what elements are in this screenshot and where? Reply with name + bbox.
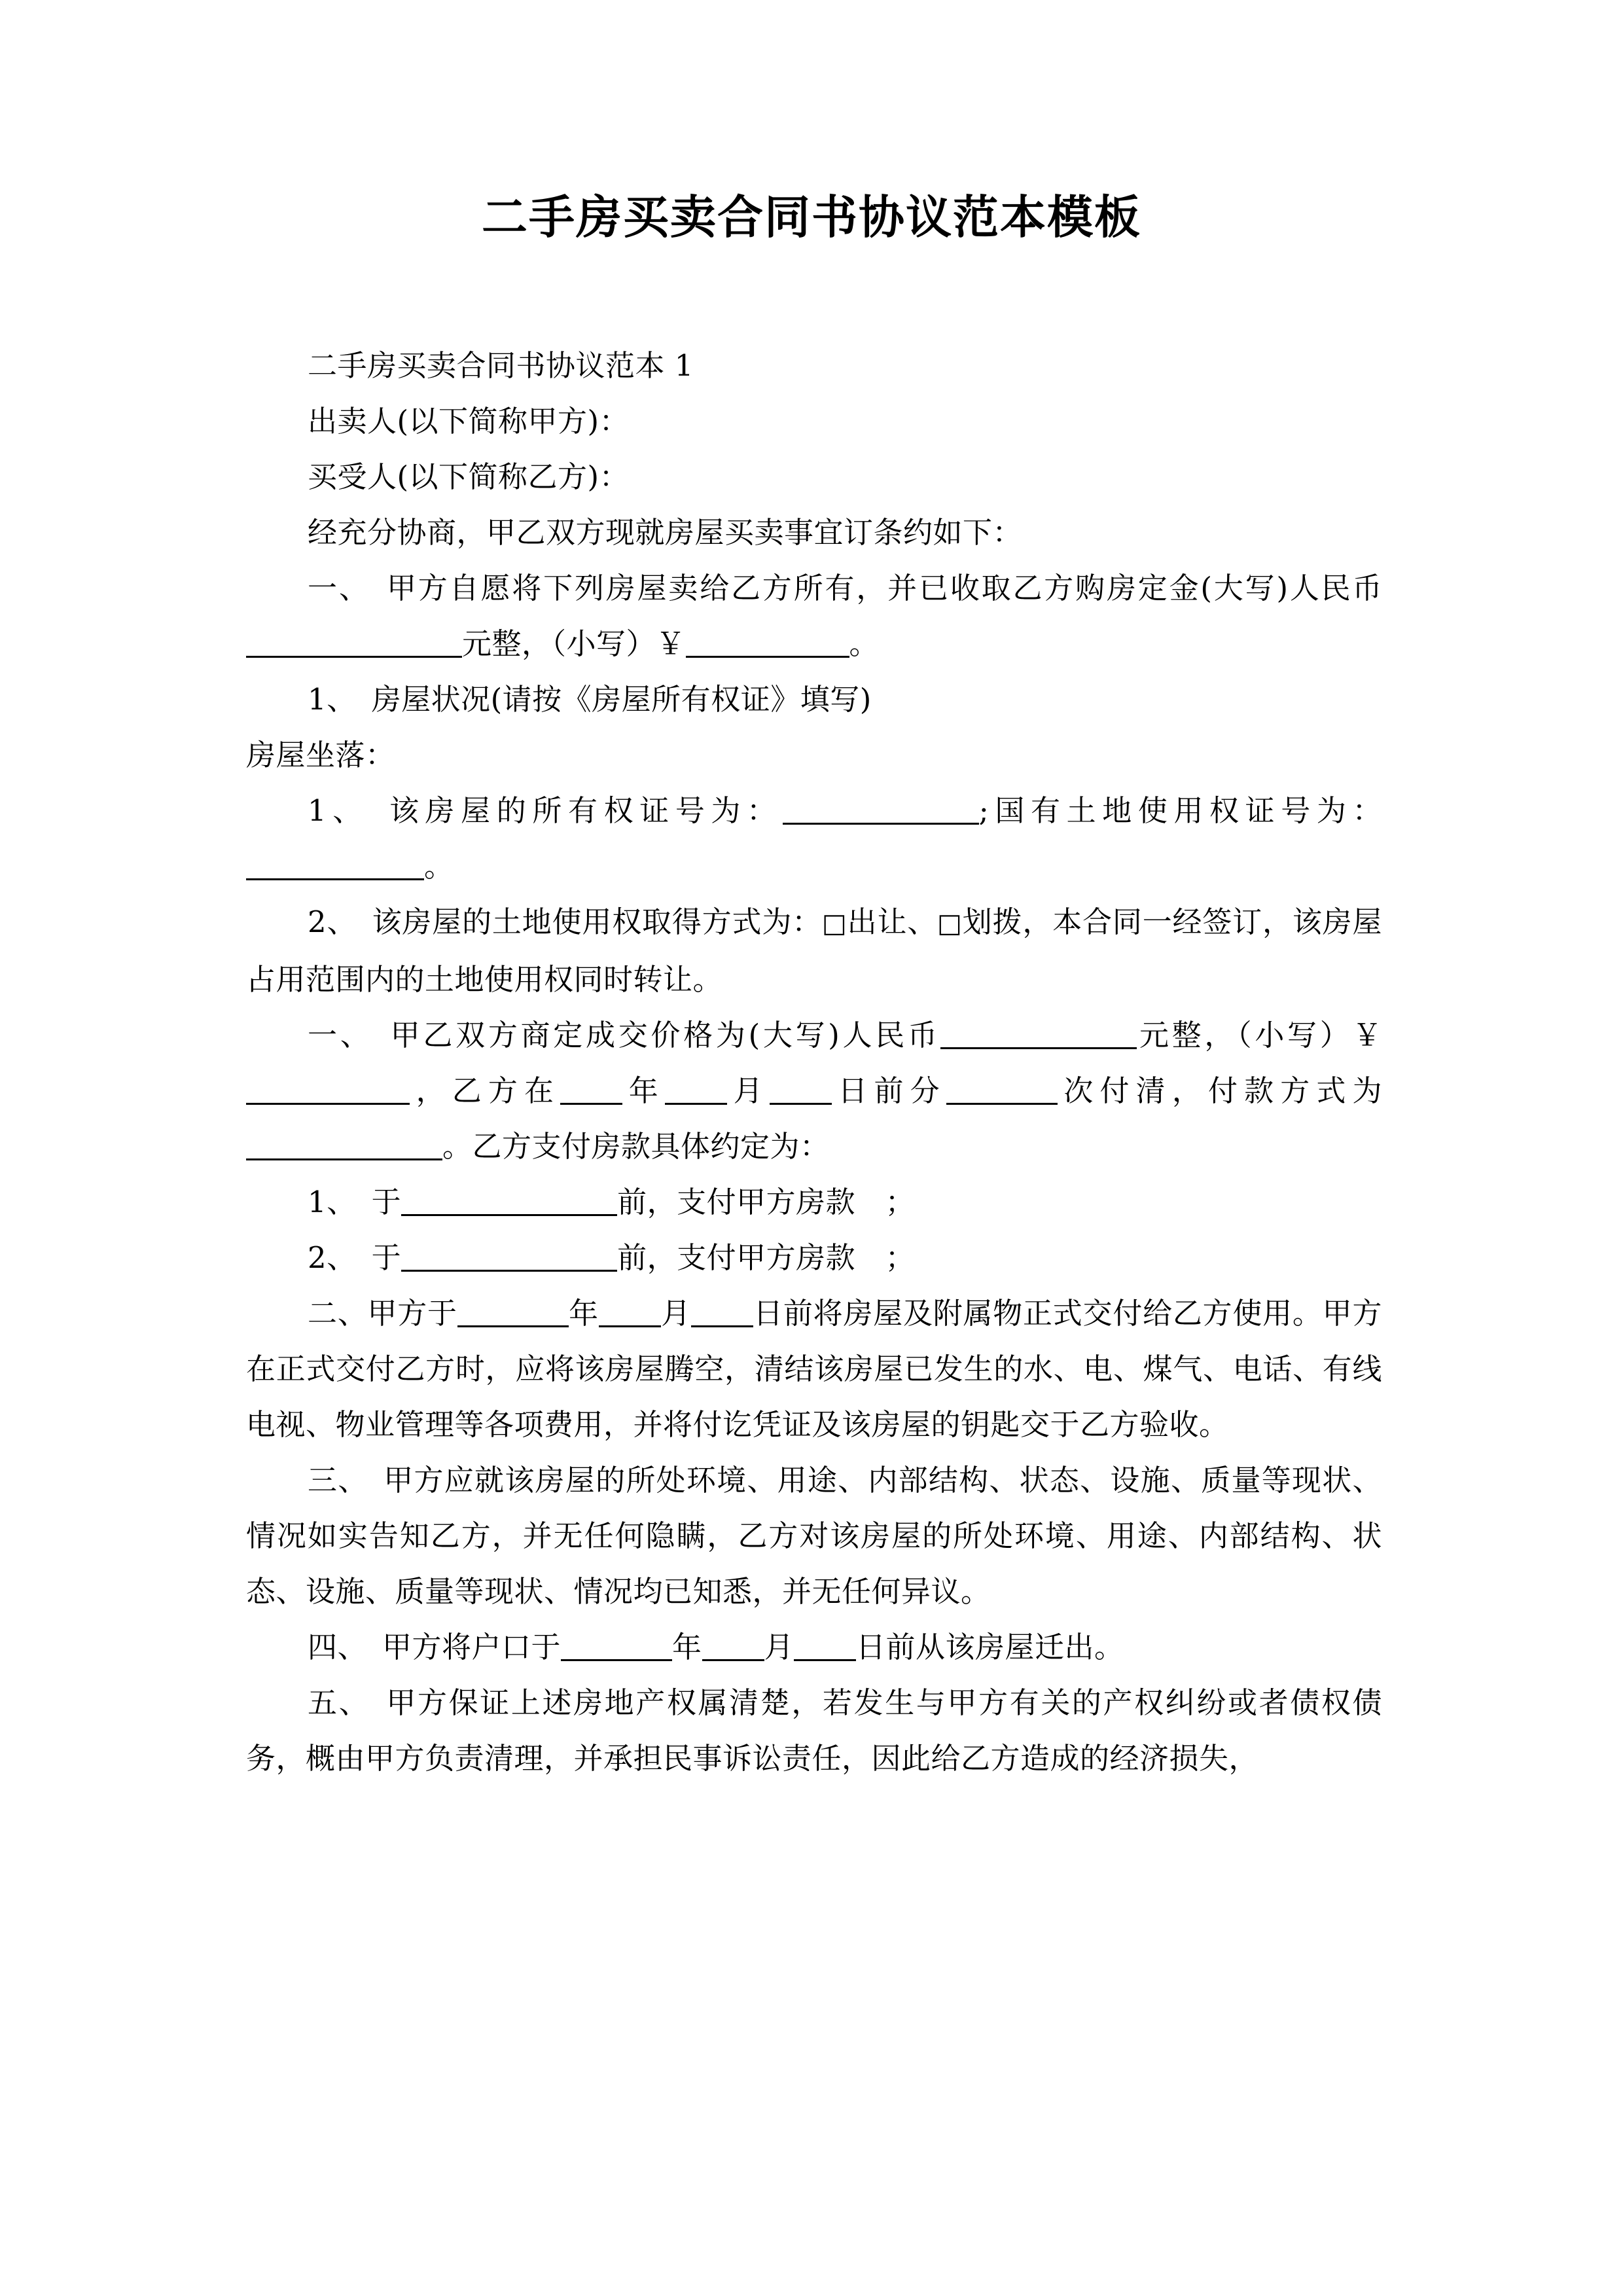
page-title: 二手房买卖合同书协议范本模板 — [482, 190, 1141, 244]
blank-pay-year[interactable] — [560, 1081, 622, 1105]
text-run: 出让、 — [847, 905, 938, 939]
paragraph-ownership-cert — [246, 783, 1382, 894]
paragraph-clause-4-disclosure — [246, 1452, 1382, 1619]
text-run: 月 — [660, 1296, 691, 1331]
blank-ownership-cert-no[interactable] — [783, 800, 979, 825]
paragraph-buyer — [246, 449, 1382, 505]
paragraph-preamble — [246, 505, 1382, 560]
text-run: 买受人(以下简称乙方)： — [308, 459, 630, 494]
blank-price-words[interactable] — [940, 1025, 1137, 1049]
text-run: 1、 房屋状况(请按《房屋所有权证》填写) — [308, 682, 872, 717]
blank-payment-method[interactable] — [246, 1136, 442, 1160]
checkbox-allocation-icon[interactable]: □ — [937, 908, 963, 939]
text-run: 前，支付甲方房款 ； — [617, 1240, 916, 1275]
text-run: 月 — [764, 1630, 794, 1664]
text-run: 前，支付甲方房款 ； — [617, 1185, 916, 1219]
text-run: 元整，（小写）￥ — [462, 626, 686, 661]
text-run: ，乙方在 — [410, 1073, 561, 1108]
text-run: 日前从该房屋迁出。 — [856, 1630, 1124, 1664]
text-run: 月 — [726, 1073, 770, 1108]
blank-payment-2-date[interactable] — [401, 1247, 617, 1272]
blank-deposit-amount-figures[interactable] — [686, 634, 849, 658]
text-run: 经充分协商，甲乙双方现就房屋买卖事宜订条约如下： — [308, 515, 1023, 550]
text-run: 。 — [849, 626, 880, 661]
text-run: 三、 甲方应就该房屋的所处环境、用途、内部结构、状态、设施、质量等现状、情况如实告知乙方，并无任何隐瞒，乙方对该房屋的所处环境、用途、内部结构、状态、设施、质量等现状、情况均已知悉，并无任何异议。 — [246, 1463, 1382, 1609]
text-run: 四、 甲方将户口于 — [308, 1630, 562, 1664]
text-run: 。乙方支付房款具体约定为： — [442, 1129, 830, 1164]
text-run: 年 — [672, 1630, 702, 1664]
blank-delivery-month[interactable] — [599, 1303, 661, 1327]
paragraph-clause-2-price — [246, 1007, 1382, 1174]
paragraph-seller — [246, 393, 1382, 449]
blank-price-figures[interactable] — [246, 1081, 410, 1105]
paragraph-payment-1 — [246, 1174, 1382, 1230]
paragraph-house-status — [246, 672, 1382, 727]
text-run: 年 — [622, 1073, 665, 1108]
text-run: 日前将房屋及附属物正式交付给乙方使用。甲方在正式交付乙方时，应将该房屋腾空，清结该房屋已发生的水、电、煤气、电话、有线电视、物业管理等各项费用，并将付讫凭证及该房屋的钥匙交于乙方验收。 — [246, 1296, 1382, 1442]
paragraph-payment-2 — [246, 1230, 1382, 1285]
text-run: 元整，（小写）￥ — [1136, 1018, 1382, 1052]
paragraph-sample-heading — [246, 338, 1382, 393]
text-run: 次付清，付款方式为 — [1057, 1073, 1382, 1108]
text-run: 一、 甲方自愿将下列房屋卖给乙方所有，并已收取乙方购房定金(大写)人民币 — [308, 571, 1382, 605]
text-run: 二、甲方于 — [308, 1296, 457, 1331]
text-run: 一、 甲乙双方商定成交价格为(大写)人民币 — [308, 1018, 940, 1052]
text-run: 1、 于 — [308, 1185, 402, 1219]
text-run: 日前分 — [831, 1073, 946, 1108]
paragraph-land-use-type — [246, 894, 1382, 1007]
text-run: 2、 该房屋的土地使用权取得方式为： — [308, 905, 822, 939]
blank-payment-1-date[interactable] — [401, 1192, 617, 1216]
text-run: 2、 于 — [308, 1240, 402, 1275]
text-run: 。 — [424, 849, 454, 884]
blank-delivery-day[interactable] — [691, 1303, 753, 1327]
paragraph-clause-5-hukou — [246, 1619, 1382, 1675]
blank-deposit-amount-words[interactable] — [246, 634, 462, 658]
checkbox-transfer-icon[interactable]: □ — [822, 908, 847, 939]
blank-hukou-month[interactable] — [702, 1637, 764, 1661]
blank-delivery-year[interactable] — [457, 1303, 569, 1327]
blank-hukou-year[interactable] — [561, 1637, 672, 1661]
paragraph-clause-1 — [246, 560, 1382, 672]
text-run: 出卖人(以下简称甲方)： — [308, 404, 630, 439]
paragraph-clause-6-title-warranty — [246, 1675, 1382, 1786]
text-run: 年 — [568, 1296, 599, 1331]
paragraph-clause-3-delivery — [246, 1285, 1382, 1452]
text-run: 二手房买卖合同书协议范本 1 — [308, 348, 694, 383]
paragraph-house-location — [246, 727, 1382, 783]
blank-land-use-cert-no[interactable] — [246, 856, 424, 880]
blank-hukou-day[interactable] — [794, 1637, 856, 1661]
blank-installment-count[interactable] — [946, 1081, 1058, 1105]
text-run: 1、 该房屋的所有权证号为： — [308, 793, 783, 828]
text-run: 五、 甲方保证上述房地产权属清楚，若发生与甲方有关的产权纠纷或者债权债务，概由甲方负责清理，并承担民事诉讼责任，因此给乙方造成的经济损失， — [246, 1685, 1382, 1776]
document-body — [246, 338, 1382, 1786]
text-run: 划拨，本合同一经签订，该房屋占用范围内的土地使用权同时转让。 — [246, 905, 1382, 997]
text-run: ;国有土地使用权证号为： — [978, 793, 1382, 828]
blank-pay-month[interactable] — [665, 1081, 727, 1105]
blank-pay-day[interactable] — [770, 1081, 832, 1105]
text-run: 房屋坐落： — [246, 738, 395, 772]
